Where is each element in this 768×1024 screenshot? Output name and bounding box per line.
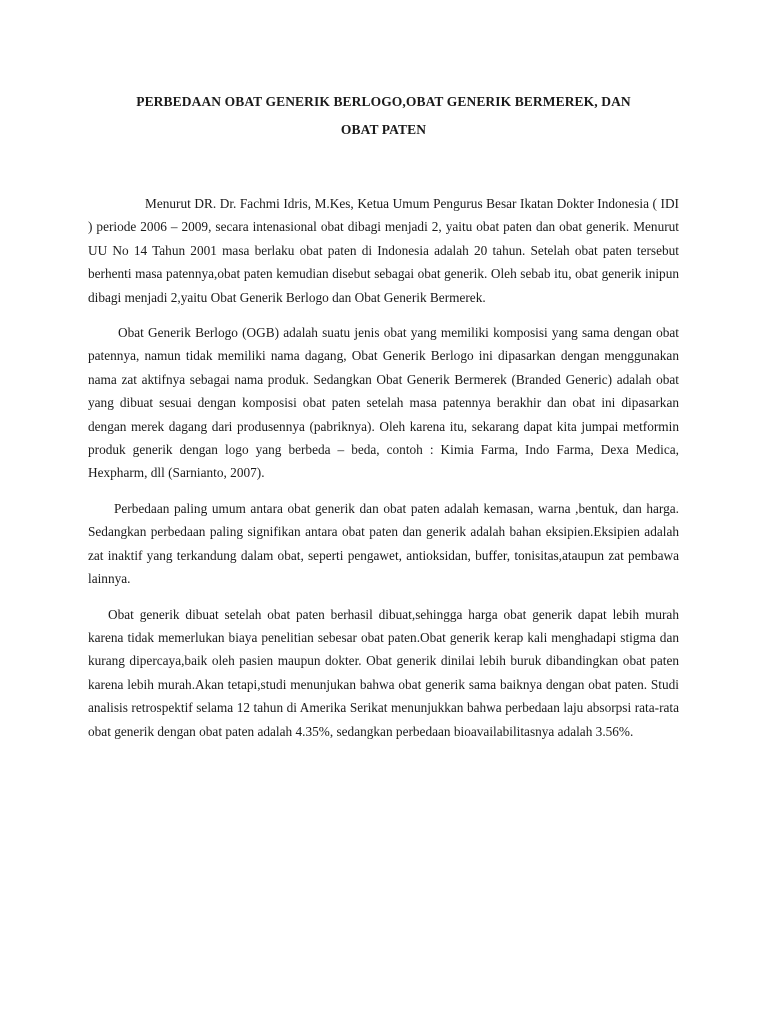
paragraph-differences: Perbedaan paling umum antara obat generik dan obat paten adalah kemasan, warna ,bentuk, dan harga. Sedangkan perbedaan paling signifikan antara obat paten dan generik adalah bahan eksipien.Eksipien adalah zat inaktif yang terkandung dalam obat, seperti pengawet, antioksidan, buffer, tonisitas,ataupun zat pembawa lainnya. <box>88 500 679 587</box>
document-page <box>88 88 679 743</box>
paragraph-intro: Menurut DR. Dr. Fachmi Idris, M.Kes, Ketua Umum Pengurus Besar Ikatan Dokter Indonesia ( IDI ) periode 2006 – 2009, secara intenasional obat dibagi menjadi 2, yaitu obat paten dan obat generik. Menurut UU No 14 Tahun 2001 masa berlaku obat paten di Indonesia adalah 20 tahun. Setelah obat paten tersebut berhenti masa patennya,obat paten kemudian disebut sebagai obat generik. Oleh sebab itu, obat generik inipun dibagi menjadi 2,yaitu Obat Generik Berlogo dan Obat Generik Bermerek. <box>88 196 679 305</box>
paragraph-generic-price: Obat generik dibuat setelah obat paten berhasil dibuat,sehingga harga obat generik dapat lebih murah karena tidak memerlukan biaya penelitian sebesar obat paten.Obat generik kerap kali menghadapi stigma dan kurang dipercaya,baik oleh pasien maupun dokter. Obat generik dinilai lebih buruk dibandingkan obat paten karena lebih murah.Akan tetapi,studi menunjukan bahwa obat generik sama baiknya dengan obat paten. Studi analisis retrospektif selama 12 tahun di Amerika Serikat menunjukkan bahwa perbedaan laju absorpsi rata-rata obat generik dengan obat paten adalah 4.35%, sedangkan perbedaan bioavailabilitasnya adalah 3.56%. <box>88 606 679 739</box>
document-title-line-2: OBAT PATEN <box>340 122 427 137</box>
document-title-line-1: PERBEDAAN OBAT GENERIK BERLOGO,OBAT GENERIK BERMEREK, DAN <box>136 94 631 109</box>
paragraph-ogb: Obat Generik Berlogo (OGB) adalah suatu jenis obat yang memiliki komposisi yang sama dengan obat patennya, namun tidak memiliki nama dagang, Obat Generik Berlogo ini dipasarkan dengan menggunakan nama zat aktifnya sebagai nama produk. Sedangkan Obat Generik Bermerek (Branded Generic) adalah obat yang dibuat sesuai dengan komposisi obat paten setelah masa patennya berakhir dan obat ini dipasarkan dengan merek dagang dari produsennya (pabriknya). Oleh karena itu, sekarang dapat kita jumpai metformin produk generik dengan logo yang berbeda – beda, contoh : Kimia Farma, Indo Farma, Dexa Medica, Hexpharm, dll (Sarnianto, 2007). <box>88 325 679 481</box>
